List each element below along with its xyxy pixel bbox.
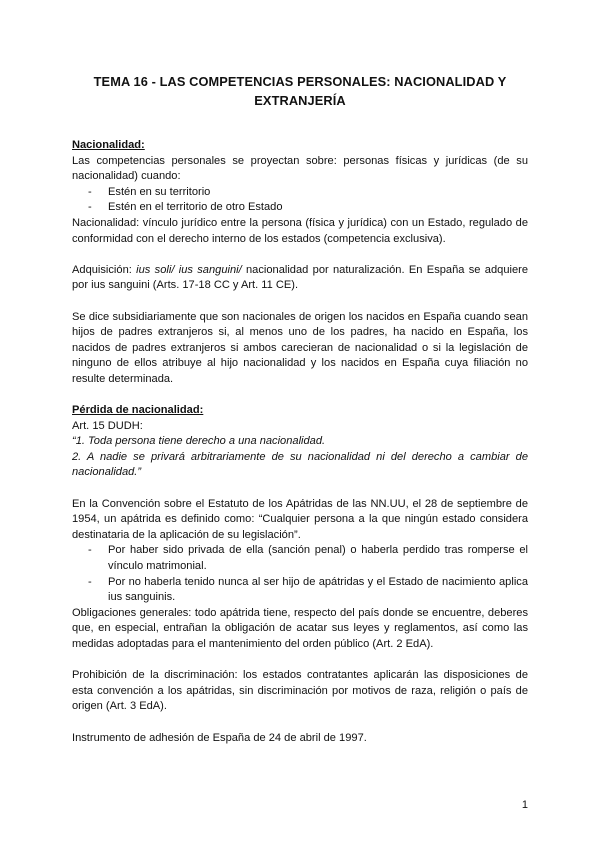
dash-marker: - [88,201,92,214]
title-line-1: TEMA 16 - LAS COMPETENCIAS PERSONALES: NACIONALIDAD Y [93,74,507,89]
paragraph-intro: Las competencias personales se proyectan sobre: personas físicas y jurídicas (de su nacionalidad) cuando: [72,154,528,183]
page-number: 1 [521,799,528,811]
paragraph-subsidiaria: Se dice subsidiariamente que son nacionales de origen los nacidos en España cuando sean hijos de padres extranjeros si, al menos uno de los padres, ha nacido en España, los nacidos de padres extranjeros si ambos carecieran de nacionalidad o si la legislación de ninguno de ellos atribuye al hijo nacionalidad y los nacidos en España cuya filiación no resulte determinada. [72,310,528,385]
title-line-2: EXTRANJERÍA [254,93,346,108]
paragraph-instrumento: Instrumento de adhesión de España de 24 de abril de 1997. [72,731,367,744]
list-apatrida [72,543,528,605]
dash-marker: - [88,185,92,198]
list-item: - Estén en su territorio [72,185,528,201]
quote-line-2: 2. A nadie se privará arbitrariamente de su nacionalidad ni del derecho a cambiar de nacionalidad.” [72,450,528,479]
list-item: - Por no haberla tenido nunca al ser hijo de apátridas y el Estado de nacimiento aplica ius sanguinis. [88,575,528,604]
section-heading-perdida: Pérdida de nacionalidad: [72,404,204,417]
section-heading-nacionalidad: Nacionalidad: [72,139,145,151]
list-item: - Estén en el territorio de otro Estado [72,200,528,216]
page-title [60,72,540,110]
article-reference: Art. 15 DUDH: [72,419,143,432]
paragraph-definition: Nacionalidad: vínculo jurídico entre la persona (física y jurídica) con un Estado, regulado de conformidad con el derecho interno de los estados (competencia exclusiva). [72,216,528,245]
quote-line-1: “1. Toda persona tiene derecho a una nacionalidad. [72,435,326,448]
paragraph-prohibicion: Prohibición de la discriminación: los estados contratantes aplicarán las disposiciones de esta convención a los apátridas, sin discriminación por motivos de raza, religión o país de origen (Art. 3 EdA). [72,669,528,713]
document-body [72,138,528,762]
paragraph-convencion: En la Convención sobre el Estatuto de los Apátridas de las NN.UU, el 28 de septiembre de 1954, un apátrida es definido como: “Cualquier persona a la que ningún estado considera destinataria de la aplicación de su legislación”. [72,497,528,541]
dash-marker: - [88,544,92,557]
paragraph-adquisicion: Adquisición: ius soli/ ius sanguini/ nacionalidad por naturalización. En España se adquiere por ius sanguini (Arts. 17-18 CC y Art. 11 CE). [72,263,528,292]
list-item: - Por haber sido privada de ella (sanción penal) o haberla perdido tras romperse el vínculo matrimonial. [88,544,528,573]
dash-marker: - [88,575,92,588]
list-territorio [72,185,528,216]
paragraph-obligaciones: Obligaciones generales: todo apátrida tiene, respecto del país donde se encuentre, deberes que, en especial, entrañan la obligación de acatar sus leyes y reglamentos, así como las medidas adoptadas para el mantenimiento del orden público (Art. 2 EdA). [72,606,528,650]
